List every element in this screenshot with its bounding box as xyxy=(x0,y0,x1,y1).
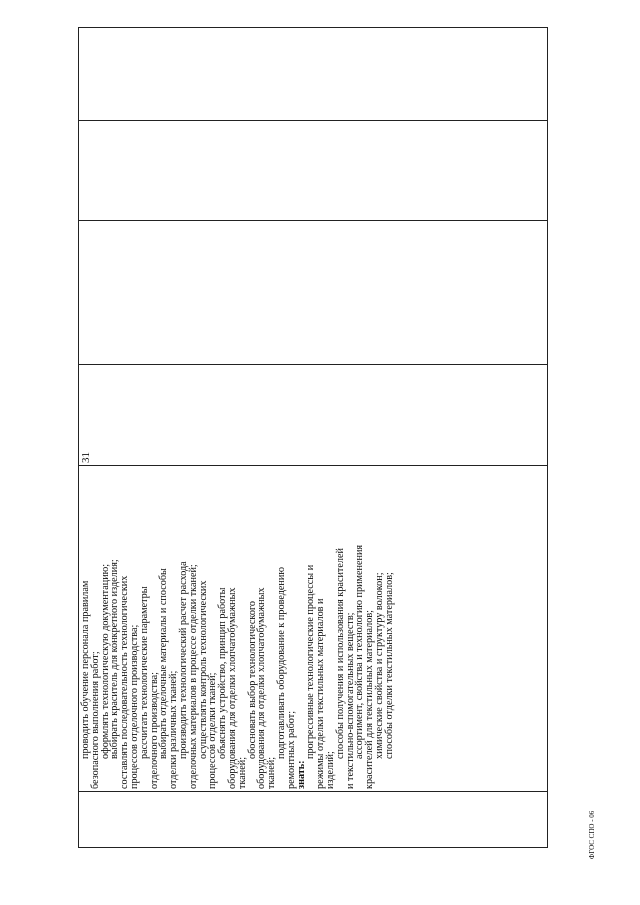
content-line: оформлять технологическую документацию; xyxy=(99,563,111,759)
content-line: безопасного выполнения работ; xyxy=(89,651,101,789)
table-cell-discipline xyxy=(79,121,548,221)
content-line: изделий; xyxy=(324,751,336,789)
content-line: выбирать краситель для конкретного изделия; xyxy=(109,559,121,759)
content-line: рассчитать технологические параметры xyxy=(138,586,150,759)
content-line: знать: xyxy=(295,760,307,789)
content-line: отделочного производства; xyxy=(148,672,160,789)
content-line: выбирать отделочные материалы и способы xyxy=(158,568,170,759)
content-line: подготавливать оборудование к проведению xyxy=(275,567,287,759)
content-line: составлять последовательность технологических xyxy=(119,575,131,789)
table-cell-competency-codes xyxy=(79,28,548,121)
content-line: и текстильно-вспомогательных веществ; xyxy=(344,612,356,789)
content-line: ремонтных работ; xyxy=(285,710,297,789)
content-line: процессов отделочного производства; xyxy=(128,624,140,789)
content-line: процессов отделки тканей; xyxy=(207,672,219,789)
content-line: режимы отделки текстильных материалов и xyxy=(315,598,327,789)
content-line: способы получения и использования красителей xyxy=(334,548,346,759)
content-line: прогрессивные технологические процессы и xyxy=(305,564,317,759)
content-line: красителей для текстильных материалов; xyxy=(364,610,376,789)
footer-label: ФГОС СПО - 06 xyxy=(588,810,596,860)
table-cell-hours-max xyxy=(79,365,548,466)
content-line: отделочных материалов в процессе отделки тканей; xyxy=(187,564,199,789)
content-line: объяснять устройство, принцип работы xyxy=(217,587,229,759)
table-cell-hours xyxy=(79,221,548,365)
content-line: ассортимент, свойства и технологию применения xyxy=(354,544,366,759)
table-cell-index xyxy=(79,792,548,848)
content-line: химические свойства и структуру волокон; xyxy=(373,572,385,759)
content-line: осуществлять контроль технологических xyxy=(197,580,209,759)
table-row xyxy=(79,28,548,848)
content-lines xyxy=(79,466,547,791)
content-line: оборудования для отделки хлопчатобумажных xyxy=(226,587,238,789)
content-line: тканей; xyxy=(236,756,248,789)
content-line: производить технологический расчет расхода xyxy=(177,561,189,759)
content-line: проводить обучение персонала правилам xyxy=(80,580,91,759)
content-line: оборудования для отделки хлопчатобумажных xyxy=(256,587,268,789)
rotated-table-wrapper xyxy=(78,28,548,848)
content-line: тканей; xyxy=(266,756,278,789)
content-line: обосновать выбор технологического xyxy=(246,601,258,759)
content-line: способы отделки текстильных материалов; xyxy=(383,572,395,759)
page-number: 31 xyxy=(80,452,92,463)
table-cell-content xyxy=(79,466,548,792)
content-line: отделки различных тканей; xyxy=(168,670,180,789)
competency-table xyxy=(78,27,548,848)
